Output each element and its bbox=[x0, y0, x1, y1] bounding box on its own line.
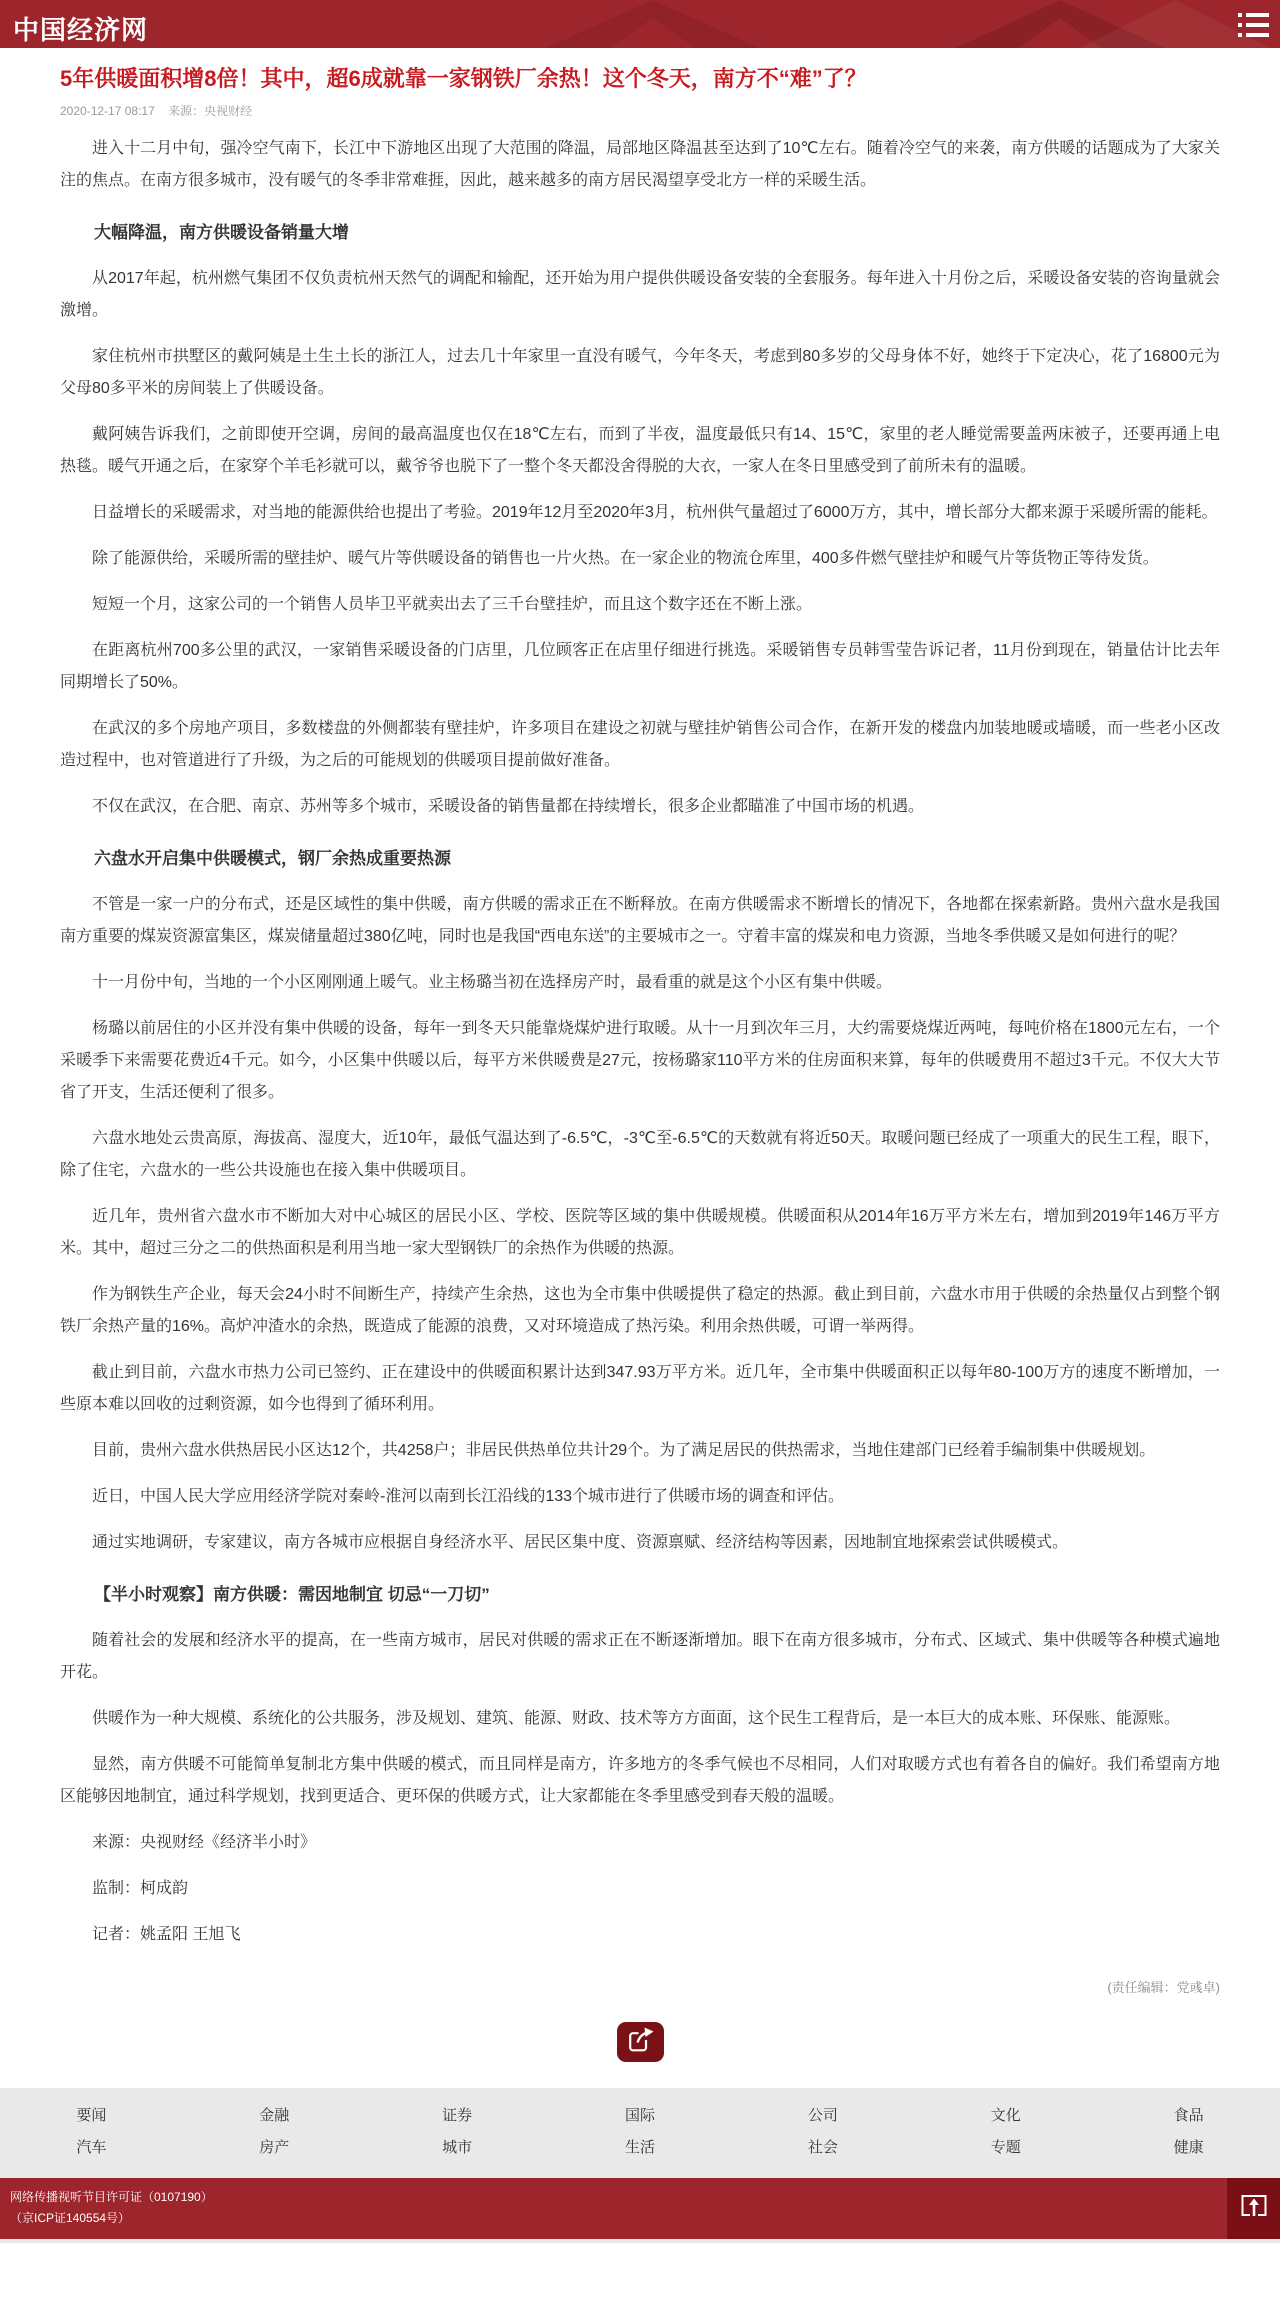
article-paragraph: 供暖作为一种大规模、系统化的公共服务，涉及规划、建筑、能源、财政、技术等方方面面，这个民生工程背后，是一本巨大的成本账、环保账、能源账。 bbox=[92, 1710, 1181, 1727]
article-paragraph: 近日，中国人民大学应用经济学院对秦岭-淮河以南到长江沿线的133个城市进行了供暖市场的调查和评估。 bbox=[92, 1488, 845, 1505]
article-source: 来源：央视财经 bbox=[168, 104, 253, 118]
footer-nav-link[interactable]: 金融 bbox=[259, 2107, 290, 2124]
article-paragraph: 截止到目前，六盘水市热力公司已签约、正在建设中的供暖面积累计达到347.93万平方米。近几年，全市集中供暖面积正以每年80-100万方的速度不断增加，一些原本难以回收的过剩资源，如今也得到了循环利用。 bbox=[60, 1364, 1220, 1413]
share-row bbox=[0, 2012, 1280, 2088]
section-heading: 大幅降温，南方供暖设备销量大增 bbox=[94, 223, 349, 242]
article-date: 2020-12-17 08:17 bbox=[60, 104, 155, 118]
article-paragraph: 在武汉的多个房地产项目，多数楼盘的外侧都装有壁挂炉，许多项目在建设之初就与壁挂炉销售公司合作，在新开发的楼盘内加装地暖或墙暖，而一些老小区改造过程中，也对管道进行了升级，为之后的可能规划的供暖项目提前做好准备。 bbox=[60, 720, 1220, 769]
article-paragraph: 十一月份中旬，当地的一个小区刚刚通上暖气。业主杨璐当初在选择房产时，最看重的就是这个小区有集中供暖。 bbox=[92, 974, 893, 991]
menu-line bbox=[1238, 33, 1270, 37]
bottom-strip bbox=[0, 2239, 1280, 2243]
article-paragraph: 来源：央视财经《经济半小时》 bbox=[92, 1834, 317, 1851]
article-paragraph: 在距离杭州700多公里的武汉，一家销售采暖设备的门店里，几位顾客正在店里仔细进行挑选。采暖销售专员韩雪莹告诉记者，11月份到现在，销量估计比去年同期增长了50%。 bbox=[60, 642, 1220, 691]
footer-nav-link[interactable]: 要闻 bbox=[76, 2107, 107, 2124]
footer-nav-link[interactable]: 公司 bbox=[807, 2107, 838, 2124]
article-paragraph: 显然，南方供暖不可能简单复制北方集中供暖的模式，而且同样是南方，许多地方的冬季气候也不尽相同，人们对取暖方式也有着各自的偏好。我们希望南方地区能够因地制宜，通过科学规划，找到更适合、更环保的供暖方式，让大家都能在冬季里感受到春天般的温暖。 bbox=[60, 1756, 1220, 1805]
footer-nav bbox=[0, 2088, 1280, 2178]
footer-nav-row-2 bbox=[0, 2132, 1280, 2164]
header-pattern-chevron bbox=[955, 0, 1165, 48]
footer-nav-row-1 bbox=[0, 2100, 1280, 2132]
section-heading: 六盘水开启集中供暖模式，钢厂余热成重要热源 bbox=[94, 849, 451, 868]
article-paragraph: 短短一个月，这家公司的一个销售人员毕卫平就卖出去了三千台壁挂炉，而且这个数字还在不断上涨。 bbox=[92, 596, 813, 613]
article-title: 5年供暖面积增8倍！其中，超6成就靠一家钢铁厂余热！这个冬天，南方不“难”了？ bbox=[60, 66, 867, 91]
article-paragraph: 近几年，贵州省六盘水市不断加大对中心城区的居民小区、学校、医院等区域的集中供暖规模。供暖面积从2014年16万平方米左右，增加到2019年146万平方米。其中，超过三分之二的供热面积是利用当地一家大型钢铁厂的余热作为供暖的热源。 bbox=[60, 1208, 1220, 1257]
footer-nav-link[interactable]: 社会 bbox=[807, 2139, 838, 2156]
article-paragraph: 不仅在武汉，在合肥、南京、苏州等多个城市，采暖设备的销售量都在持续增长，很多企业都瞄准了中国市场的机遇。 bbox=[92, 798, 925, 815]
article-paragraph: 随着社会的发展和经济水平的提高，在一些南方城市，居民对供暖的需求正在不断逐渐增加。眼下在南方很多城市，分布式、区域式、集中供暖等各种模式遍地开花。 bbox=[60, 1632, 1220, 1681]
article-paragraph: 通过实地调研，专家建议，南方各城市应根据自身经济水平、居民区集中度、资源禀赋、经济结构等因素，因地制宜地探索尝试供暖模式。 bbox=[92, 1534, 1069, 1551]
article-paragraph: 杨璐以前居住的小区并没有集中供暖的设备，每年一到冬天只能靠烧煤炉进行取暖。从十一月到次年三月，大约需要烧煤近两吨，每吨价格在1800元左右，一个采暖季下来需要花费近4千元。如今，小区集中供暖以后，每平方米供暖费是27元，按杨璐家110平方米的住房面积来算，每年的供暖费用不超过3千元。不仅大大节省了开支，生活还便利了很多。 bbox=[60, 1020, 1220, 1101]
article-paragraph: 目前，贵州六盘水供热居民小区达12个，共4258户；非居民供热单位共计29个。为了满足居民的供热需求，当地住建部门已经着手编制集中供暖规划。 bbox=[92, 1442, 1156, 1459]
article-paragraph: 记者：姚孟阳 王旭飞 bbox=[92, 1926, 241, 1943]
article-paragraph: 六盘水地处云贵高原，海拔高、湿度大，近10年，最低气温达到了-6.5℃，-3℃至-6.5℃的天数就有将近50天。取暖问题已经成了一项重大的民生工程，眼下，除了住宅，六盘水的一些公共设施也在接入集中供暖项目。 bbox=[60, 1130, 1220, 1179]
site-logo[interactable]: 中国经济网 bbox=[13, 16, 149, 45]
article-container bbox=[0, 48, 1280, 2012]
article-paragraph: 家住杭州市拱墅区的戴阿姨是土生土长的浙江人，过去几十年家里一直没有暖气，今年冬天，考虑到80多岁的父母身体不好，她终于下定决心，花了16800元为父母80多平米的房间装上了供暖设备。 bbox=[60, 348, 1220, 397]
menu-line bbox=[1238, 13, 1270, 17]
license-line-1: 网络传播视听节目许可证（0107190） bbox=[10, 2190, 213, 2204]
article-body bbox=[60, 133, 1220, 1951]
article-paragraph: 日益增长的采暖需求，对当地的能源供给也提出了考验。2019年12月至2020年3月，杭州供气量超过了6000万方，其中，增长部分大都来源于采暖所需的能耗。 bbox=[92, 504, 1218, 521]
site-header bbox=[0, 0, 1280, 48]
back-to-top-button[interactable] bbox=[1227, 2178, 1280, 2239]
header-pattern-chevron bbox=[545, 0, 760, 48]
back-to-top-icon bbox=[1240, 2194, 1268, 2224]
footer-nav-link[interactable]: 证券 bbox=[442, 2107, 473, 2124]
footer-nav-link[interactable]: 城市 bbox=[442, 2139, 473, 2156]
article-paragraph: 除了能源供给，采暖所需的壁挂炉、暖气片等供暖设备的销售也一片火热。在一家企业的物流仓库里，400多件燃气壁挂炉和暖气片等货物正等待发货。 bbox=[92, 550, 1159, 567]
article-paragraph: 进入十二月中旬，强冷空气南下，长江中下游地区出现了大范围的降温，局部地区降温甚至达到了10℃左右。随着冷空气的来袭，南方供暖的话题成为了大家关注的焦点。在南方很多城市，没有暖气的冬季非常难捱，因此，越来越多的南方居民渴望享受北方一样的采暖生活。 bbox=[60, 140, 1220, 189]
footer-license-bar bbox=[0, 2178, 1280, 2239]
menu-list-icon[interactable] bbox=[1238, 13, 1270, 37]
editor-note: (责任编辑：党彧卓) bbox=[1107, 1980, 1220, 1995]
article-paragraph: 作为钢铁生产企业，每天会24小时不间断生产，持续产生余热，这也为全市集中供暖提供了稳定的热源。截止到目前，六盘水市用于供暖的余热量仅占到整个钢铁厂余热产量的16%。高炉冲渣水的余热，既造成了能源的浪费，又对环境造成了热污染。利用余热供暖，可谓一举两得。 bbox=[60, 1286, 1220, 1335]
footer-nav-link[interactable]: 汽车 bbox=[76, 2139, 107, 2156]
footer-nav-link[interactable]: 房产 bbox=[259, 2139, 290, 2156]
footer-nav-link[interactable]: 国际 bbox=[625, 2107, 656, 2124]
share-button[interactable] bbox=[617, 2022, 664, 2062]
license-line-2: （京ICP证140554号） bbox=[10, 2211, 131, 2225]
section-heading: 【半小时观察】南方供暖：需因地制宜 切忌“一刀切” bbox=[94, 1585, 490, 1604]
share-icon bbox=[626, 2027, 654, 2058]
article-paragraph: 不管是一家一户的分布式，还是区域性的集中供暖，南方供暖的需求正在不断释放。在南方供暖需求不断增长的情况下，各地都在探索新路。贵州六盘水是我国南方重要的煤炭资源富集区，煤炭储量超过380亿吨，同时也是我国“西电东送”的主要城市之一。守着丰富的煤炭和电力资源，当地冬季供暖又是如何进行的呢？ bbox=[60, 896, 1220, 945]
article-paragraph: 监制：柯成韵 bbox=[92, 1880, 189, 1897]
article-meta bbox=[60, 102, 1220, 119]
footer-nav-link[interactable]: 生活 bbox=[625, 2139, 656, 2156]
footer-nav-link[interactable]: 专题 bbox=[990, 2139, 1021, 2156]
footer-nav-link[interactable]: 食品 bbox=[1173, 2107, 1204, 2124]
menu-line bbox=[1238, 23, 1270, 27]
article-paragraph: 戴阿姨告诉我们，之前即使开空调，房间的最高温度也仅在18℃左右，而到了半夜，温度最低只有14、15℃，家里的老人睡觉需要盖两床被子，还要再通上电热毯。暖气开通之后，在家穿个羊毛衫就可以，戴爷爷也脱下了一整个冬天都没舍得脱的大衣，一家人在冬日里感受到了前所未有的温暖。 bbox=[60, 426, 1220, 475]
footer-nav-link[interactable]: 文化 bbox=[990, 2107, 1021, 2124]
article-paragraph: 从2017年起，杭州燃气集团不仅负责杭州天然气的调配和输配，还开始为用户提供供暖设备安装的全套服务。每年进入十月份之后，采暖设备安装的咨询量就会激增。 bbox=[60, 270, 1220, 319]
footer-nav-link[interactable]: 健康 bbox=[1173, 2139, 1204, 2156]
